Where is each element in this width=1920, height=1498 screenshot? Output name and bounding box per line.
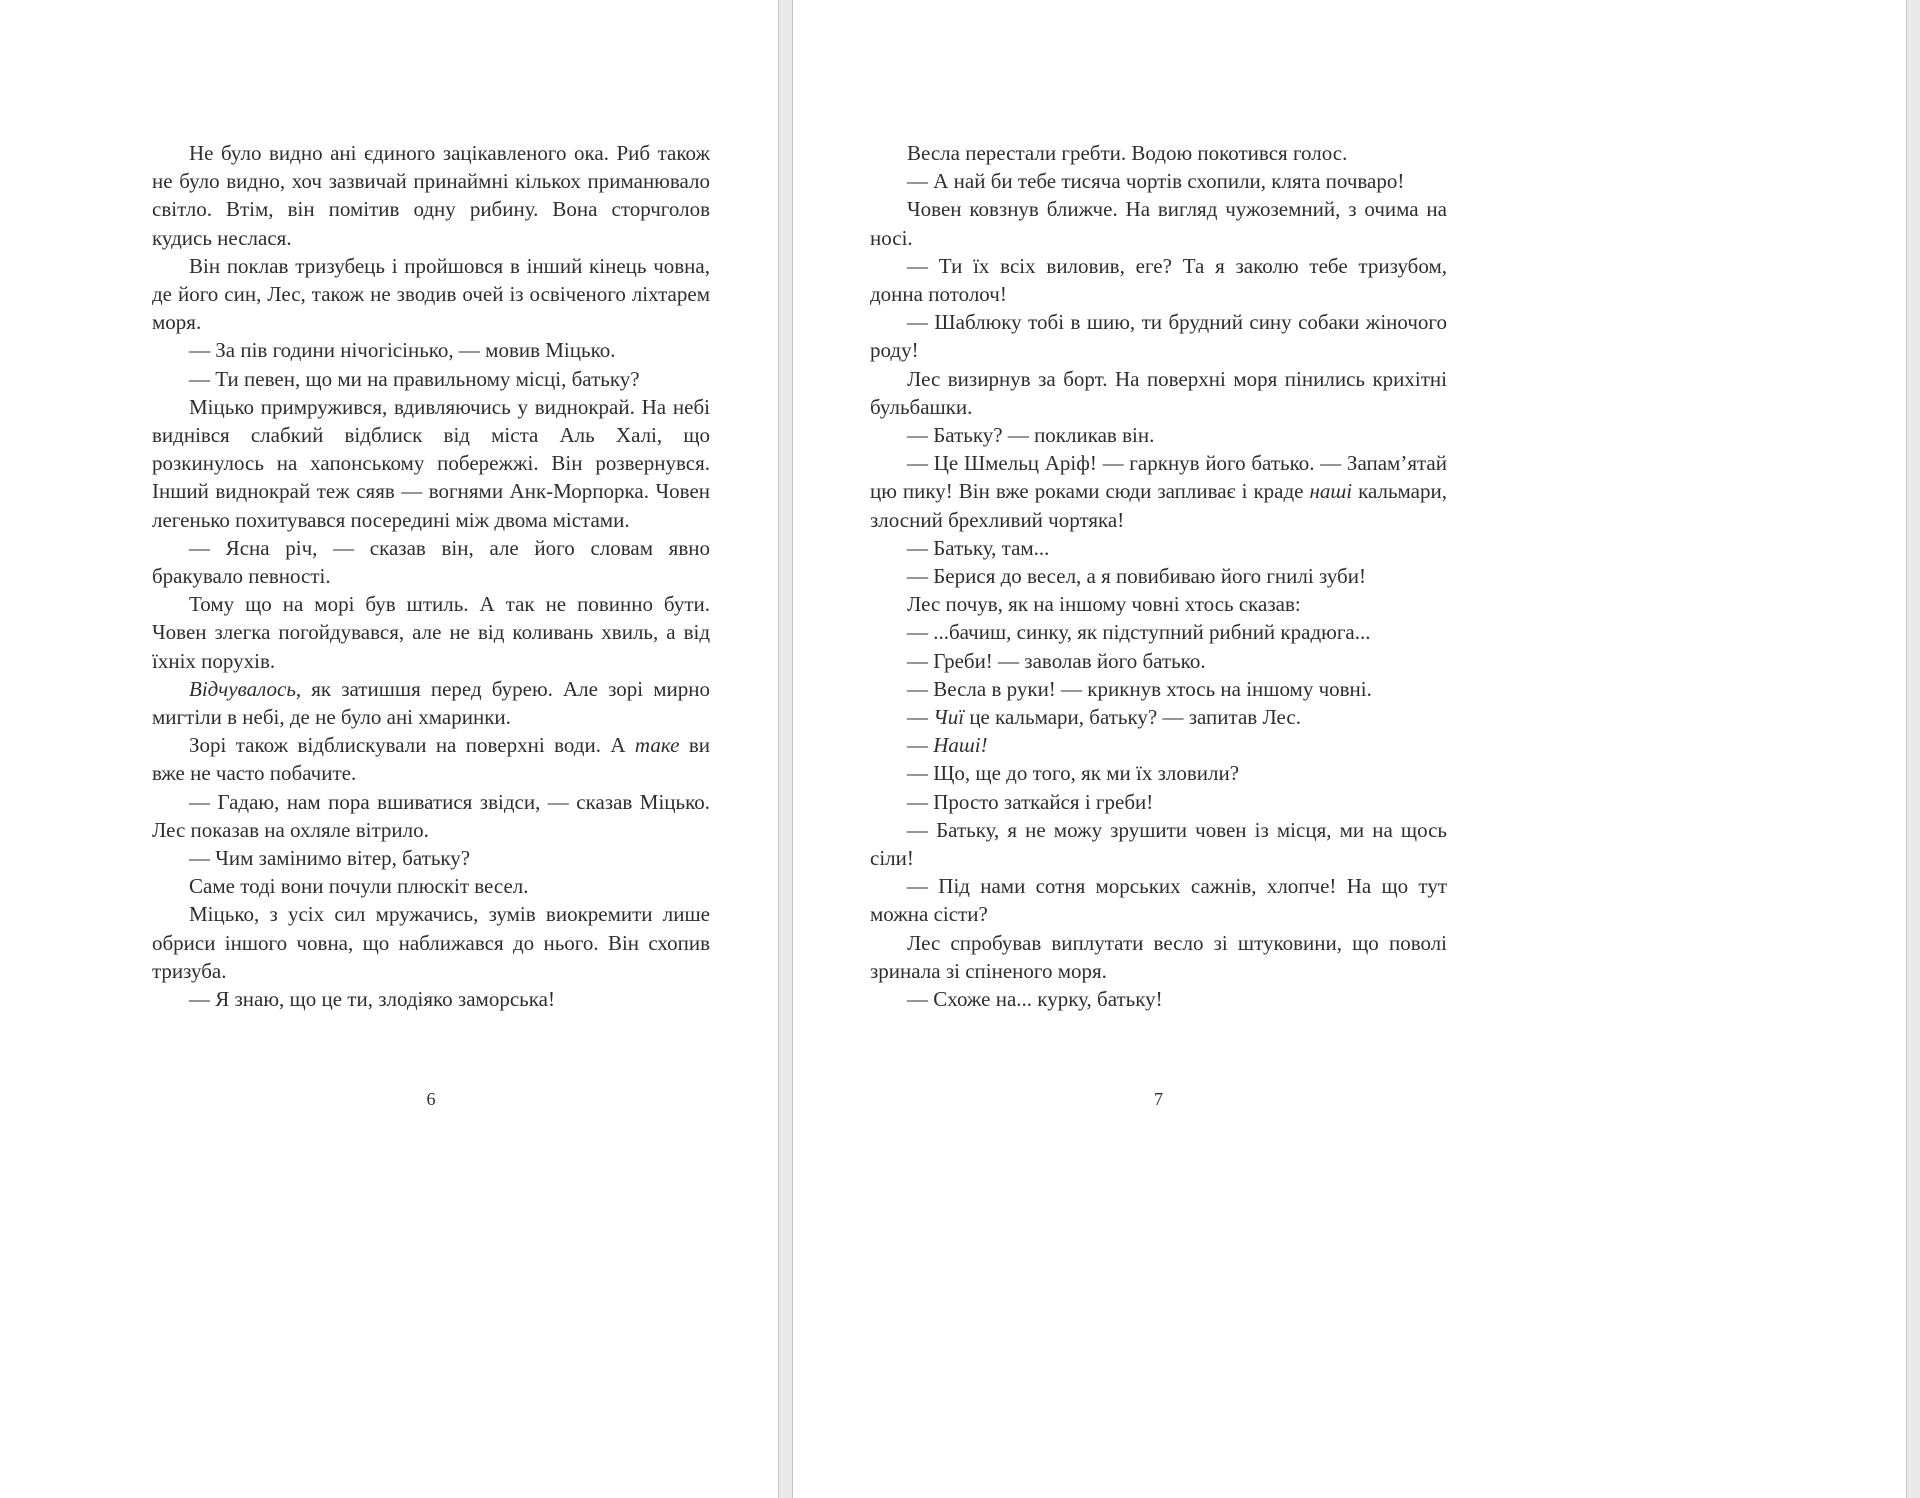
paragraph <box>870 421 1447 449</box>
paragraph <box>870 618 1447 646</box>
italic-text-run: Чиї <box>933 705 965 730</box>
italic-text-run: Відчувалось <box>189 676 296 701</box>
text-run: — Греби! — заволав його батько. <box>907 648 1206 673</box>
text-run: — Шаблюку тобі в шию, ти брудний сину собаки жіночого роду! <box>870 310 1447 363</box>
paragraph <box>870 449 1447 534</box>
paragraph <box>152 393 710 534</box>
paragraph <box>870 985 1447 1013</box>
page-gutter <box>778 0 793 1498</box>
text-run: — <box>907 705 934 730</box>
paragraph <box>870 195 1447 251</box>
text-run: це кальмари, батьку? — запитав Лес. <box>964 705 1301 730</box>
paragraph <box>870 365 1447 421</box>
text-run: — Батьку, там... <box>907 535 1050 560</box>
text-run: Саме тоді вони почули плюскіт весел. <box>189 874 529 899</box>
paragraph <box>152 788 710 844</box>
window-edge-strip <box>1906 0 1920 1498</box>
text-run: Міцько примружився, вдивляючись у виднокрай. На небі виднівся слабкий відблиск від міста Аль Халі, що розкинулось на хапонському побережжі. Він розвернувся. Інший виднокрай теж сяяв — вогнями Анк-Морпорка. Човен легенько похитувався посередині між двома містами. <box>152 394 710 532</box>
text-run: кальмари, злосний брехливий чортяка! <box>870 479 1447 532</box>
text-run: Зорі також відблискували на поверхні води. А <box>189 733 635 758</box>
paragraph <box>152 336 710 364</box>
text-run: — Що, ще до того, як ми їх зловили? <box>907 761 1240 786</box>
text-run: Лес визирнув за борт. На поверхні моря пінились крихітні бульбашки. <box>870 366 1447 419</box>
italic-text-run: наші <box>1309 479 1353 504</box>
paragraph <box>870 788 1447 816</box>
paragraph <box>870 929 1447 985</box>
text-run: Човен ковзнув ближче. На вигляд чужоземний, з очима на носі. <box>870 197 1447 250</box>
text-run: , як затишшя перед бурею. Але зорі мирно мигтіли в небі, де не було ані хмаринки. <box>152 676 710 730</box>
paragraph <box>870 872 1447 928</box>
paragraph <box>870 562 1447 590</box>
text-run: — Це Шмельц Аріф! — гаркнув його батько. — Запам’ятай цю пику! Він вже роками сюди запливає і краде <box>870 451 1447 504</box>
italic-text-run: таке <box>634 733 680 758</box>
paragraph <box>152 675 710 731</box>
paragraph <box>870 534 1447 562</box>
paragraph <box>152 534 710 590</box>
paragraph <box>870 731 1447 759</box>
text-run: Лес спробував виплутати весло зі штуковини, що поволі зринала зі спіненого моря. <box>870 930 1447 983</box>
text-run: Він поклав тризубець і пройшовся в інший кінець човна, де його син, Лес, також не зводив очей із освіченого ліхтарем моря. <box>152 253 710 335</box>
page-number-right: 7 <box>1154 1089 1163 1109</box>
paragraph <box>870 703 1447 731</box>
text-run: — Берися до весел, а я повибиваю його гнилі зуби! <box>907 564 1366 589</box>
paragraph <box>870 139 1447 167</box>
text-run: — Просто заткайся і греби! <box>907 789 1154 814</box>
text-run: — Ясна річ, — сказав він, але його словам явно бракувало певності. <box>152 535 710 589</box>
paragraph <box>152 139 710 252</box>
paragraph <box>152 900 710 985</box>
text-run: Весла перестали гребти. Водою покотився голос. <box>907 141 1348 165</box>
paragraph <box>152 590 710 675</box>
text-run: Тому що на морі був штиль. А так не повинно бути. Човен злегка погойдувався, але не від коливань хвиль, а від їхніх порухів. <box>152 592 710 673</box>
text-run: — Чим замінимо вітер, батьку? <box>189 846 471 871</box>
text-run: — <box>907 733 934 758</box>
text-run: — Весла в руки! — крикнув хтось на іншому човні. <box>907 676 1372 701</box>
text-run: — Ти певен, що ми на правильному місці, батьку? <box>189 366 640 391</box>
paragraph <box>870 252 1447 308</box>
paragraph <box>870 308 1447 364</box>
text-run: — Схоже на... курку, батьку! <box>907 987 1163 1012</box>
text-run: Не було видно ані єдиного зацікавленого ока. Риб також не було видно, хоч зазвичай принаймні кількох приманювало світло. Втім, він помітив одну рибину. Вона сторчголов кудись неслася. <box>152 141 710 250</box>
paragraph <box>152 872 710 900</box>
page-left-text <box>152 139 710 1013</box>
paragraph <box>870 759 1447 787</box>
page-right-text <box>870 139 1447 1013</box>
paragraph <box>870 675 1447 703</box>
text-run: — ...бачиш, синку, як підступний рибний крадюга... <box>907 620 1371 645</box>
text-run: — Ти їх всіх виловив, еге? Та я заколю тебе тризубом, донна потолоч! <box>870 253 1447 307</box>
text-run: — Я знаю, що це ти, злодіяко заморська! <box>189 987 555 1012</box>
text-run: — За пів години нічогісінько, — мовив Міцько. <box>189 338 616 363</box>
text-run: — Батьку, я не можу зрушити човен із місця, ми на щось сіли! <box>870 817 1447 871</box>
text-run: Міцько, з усіх сил мружачись, зумів виокремити лише обриси іншого човна, що наближався до нього. Він схопив тризуба. <box>152 902 710 983</box>
text-run: Лес почув, як на іншому човні хтось сказав: <box>907 592 1301 617</box>
paragraph <box>152 365 710 393</box>
paragraph <box>152 252 710 337</box>
text-run: — А най би тебе тисяча чортів схопили, клята почваро! <box>907 169 1405 194</box>
paragraph <box>870 167 1447 195</box>
text-run: ви вже не часто побачите. <box>152 733 711 786</box>
paragraph <box>152 731 710 787</box>
text-run: — Гадаю, нам пора вшиватися звідси, — сказав Міцько. Лес показав на охляле вітрило. <box>152 789 710 842</box>
paragraph <box>152 844 710 872</box>
page-number-left: 6 <box>426 1089 436 1109</box>
italic-text-run: Наші! <box>933 733 988 758</box>
text-run: — Батьку? — покликав він. <box>907 423 1155 448</box>
paragraph <box>152 985 710 1013</box>
paragraph <box>870 647 1447 675</box>
paragraph <box>870 590 1447 618</box>
text-run: — Під нами сотня морських сажнів, хлопче! На що тут можна сісти? <box>870 874 1447 927</box>
paragraph <box>870 816 1447 872</box>
